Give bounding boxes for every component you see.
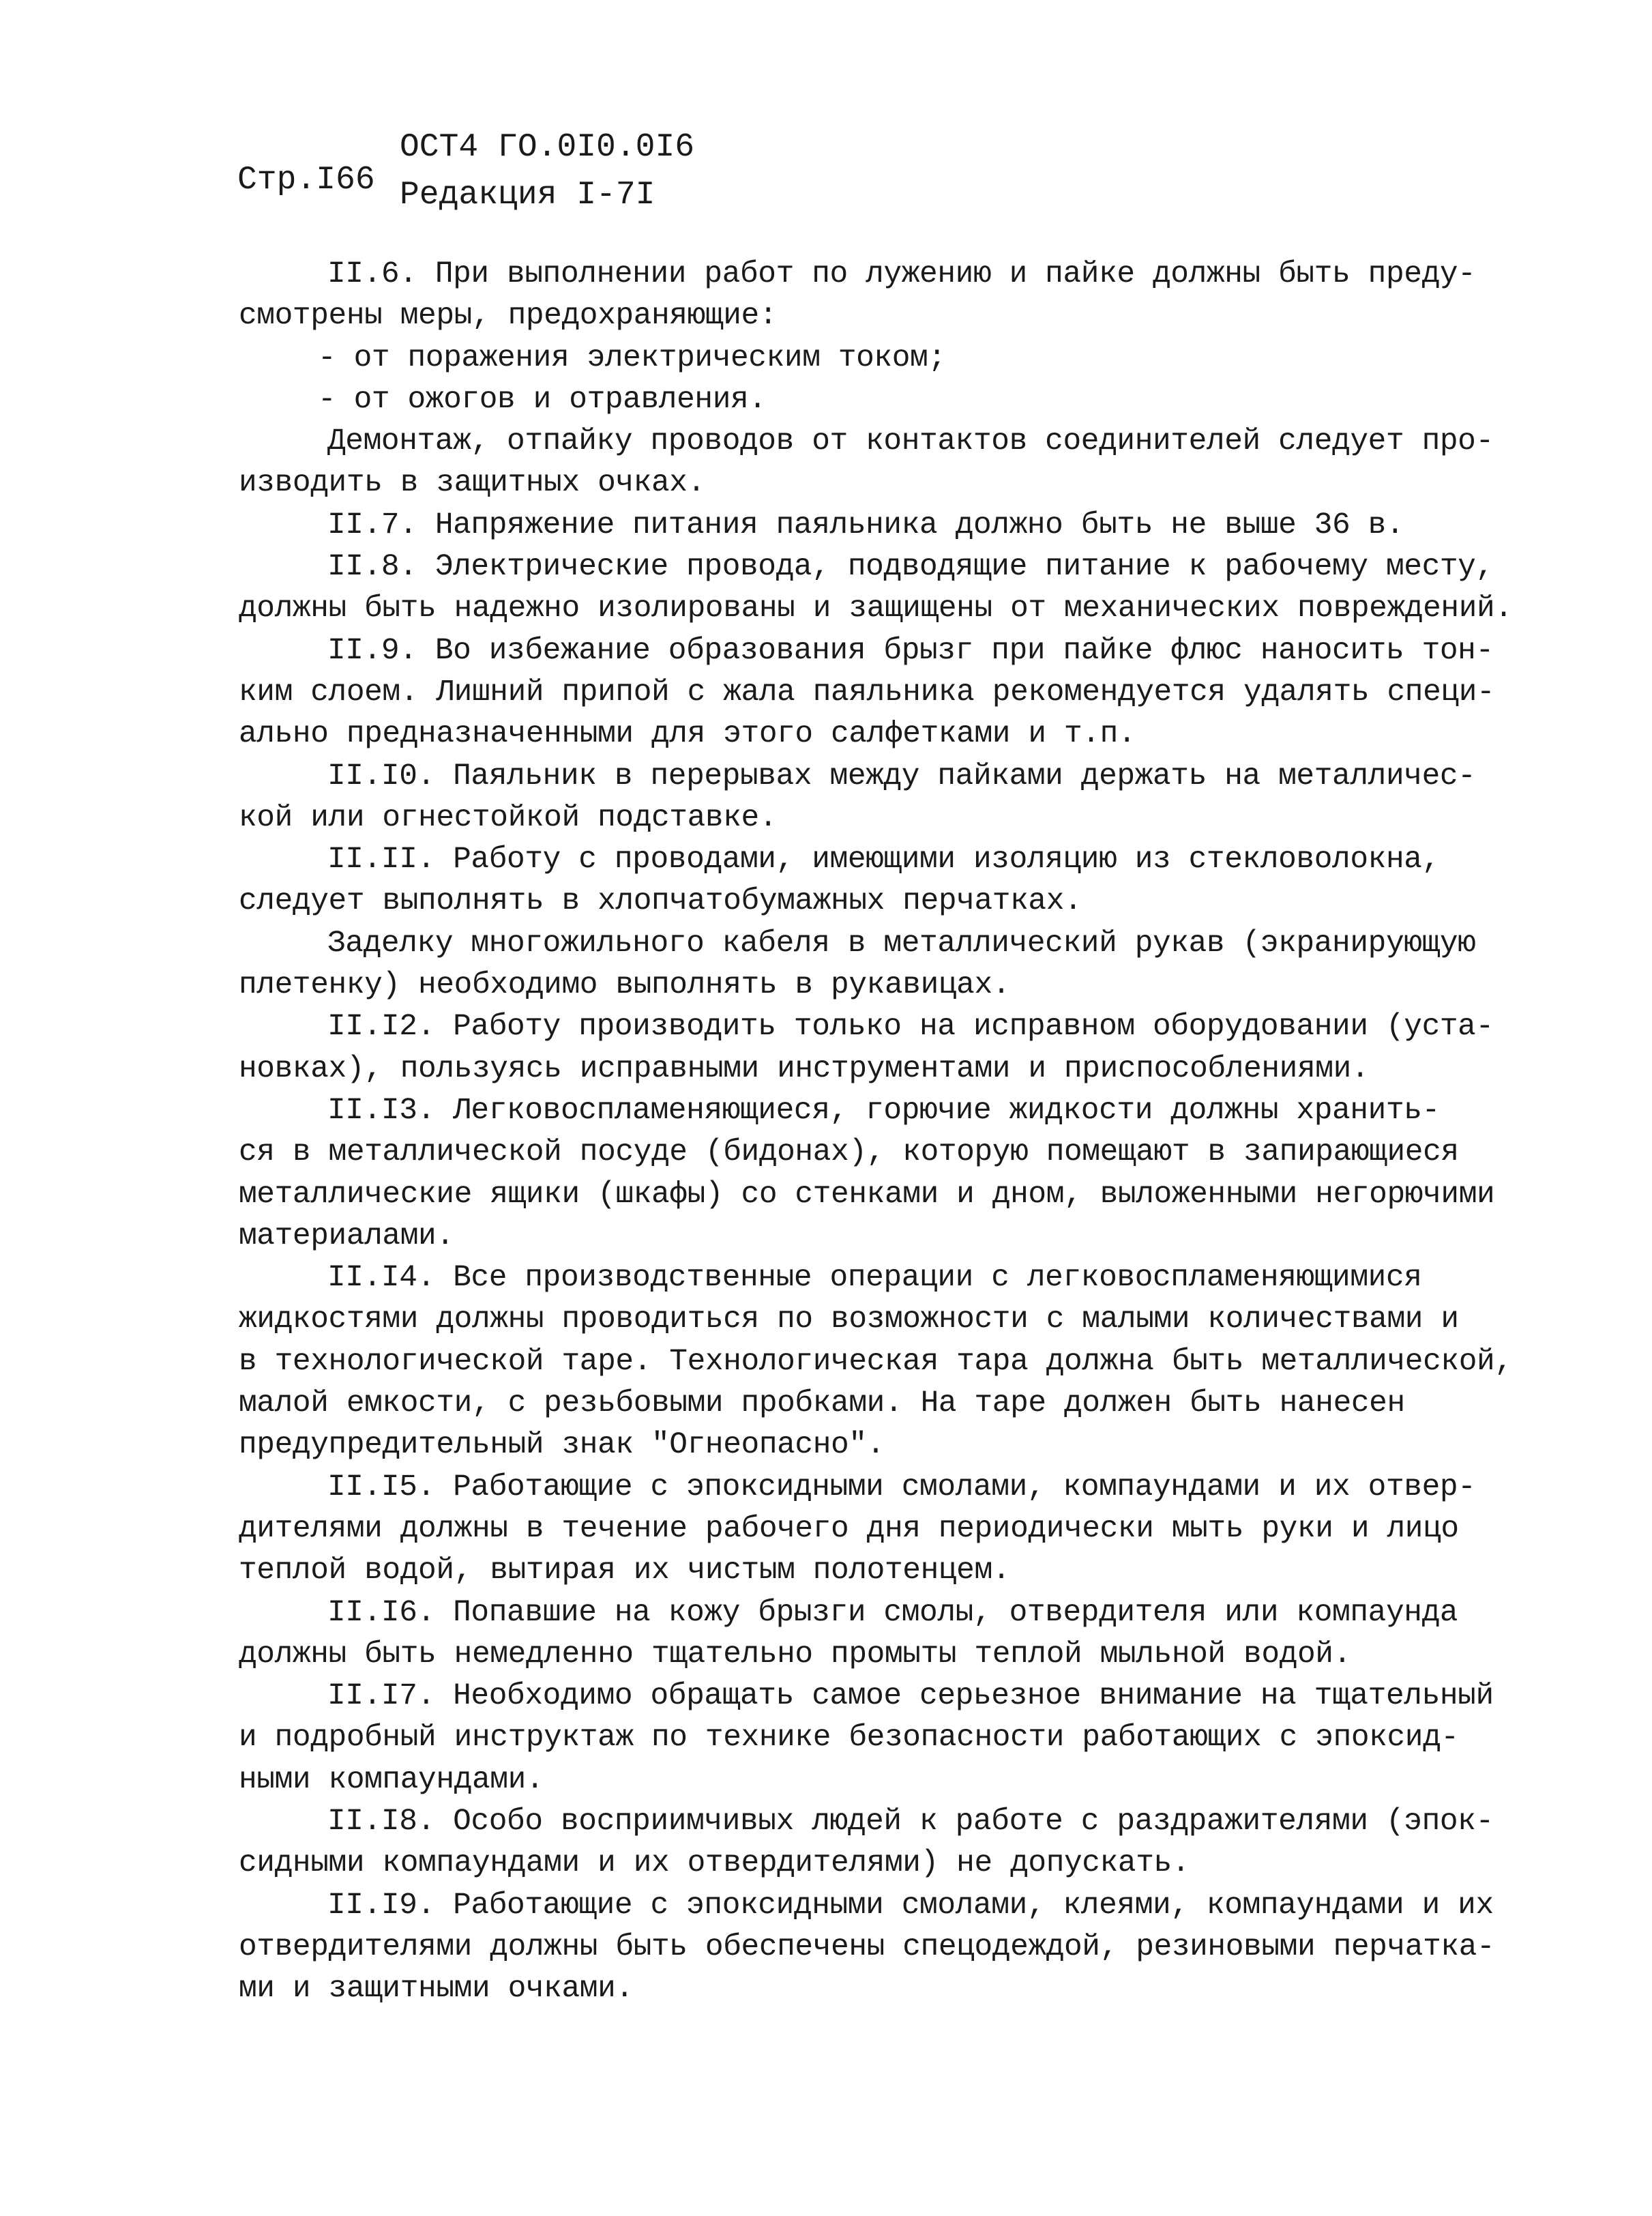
text-line: II.I9. Работающие с эпоксидными смолами, клеями, компаундами и их [327,1888,1494,1923]
text-line: малой емкости, с резьбовыми пробками. На таре должен быть нанесен [239,1386,1405,1421]
text-line: кой или огнестойкой подставке. [239,800,778,835]
text-line: II.II. Работу с проводами, имеющими изоляцию из стекловолокна, [327,843,1440,877]
text-line: Заделку многожильного кабеля в металлический рукав (экранирующую [327,926,1476,961]
text-line: ми и защитными очками. [239,1972,634,2007]
text-line: изводить в защитных очках. [239,466,705,501]
text-line: - от ожогов и отравления. [318,382,767,417]
text-line: и подробный инструктаж по технике безопасности работающих с эпоксид- [239,1721,1459,1755]
text-line: II.7. Напряжение питания паяльника должно быть не выше 36 в. [327,508,1404,542]
text-line: II.I4. Все производственные операции с легковоспламеняющимися [327,1261,1422,1296]
text-line: должны быть надежно изолированы и защищены от механических повреждений. [239,592,1513,626]
text-line: плетенку) необходимо выполнять в рукавицах. [239,968,1011,1003]
text-line: смотрены меры, предохраняющие: [239,299,778,334]
text-line: II.I2. Работу производить только на исправном оборудовании (уста- [327,1010,1494,1045]
text-line: жидкостями должны проводиться по возможности с малыми количествами и [239,1302,1459,1337]
text-line: материалами. [239,1219,454,1253]
text-line: II.I0. Паяльник в перерывах между пайками держать на металличес- [327,759,1476,793]
text-line: ся в металлической посуде (бидонах), которую помещают в запирающиеся [239,1135,1459,1170]
document-code: ОСТ4 ГО.0I0.0I6 [400,129,695,166]
text-line: металлические ящики (шкафы) со стенками и дном, выложенными негорючими [239,1177,1495,1212]
text-line: в технологической таре. Технологическая тара должна быть металлической, [239,1344,1513,1379]
text-line: II.I3. Легковоспламеняющиеся, горючие жидкости должны хранить- [327,1093,1440,1128]
text-line: новках), пользуясь исправными инструментами и приспособлениями. [239,1051,1370,1086]
text-line: II.I7. Необходимо обращать самое серьезное внимание на тщательный [327,1679,1494,1714]
text-line: II.I8. Особо восприимчивых людей к работе с раздражителями (эпок- [327,1804,1494,1839]
text-line: предупредительный знак "Огнеопасно". [239,1428,885,1463]
text-line: ким слоем. Лишний припой с жала паяльника рекомендуется удалять специ- [239,675,1495,710]
text-line: ными компаундами. [239,1762,544,1797]
page-number: Стр.I66 [237,162,375,199]
text-line: II.6. При выполнении работ по лужению и пайке должны быть преду- [327,257,1476,291]
text-line: Демонтаж, отпайку проводов от контактов соединителей следует про- [327,424,1494,459]
text-line: теплой водой, вытирая их чистым полотенцем. [239,1554,1011,1588]
text-line: сидными компаундами и их отвердителями) не допускать. [239,1846,1190,1881]
text-line: ально предназначенными для этого салфетками и т.п. [239,717,1136,752]
text-line: II.9. Во избежание образования брызг при пайке флюс наносить тон- [327,633,1494,668]
text-line: следует выполнять в хлопчатобумажных перчатках. [239,884,1082,919]
text-line: - от поражения электрическим током; [318,340,946,375]
text-line: дителями должны в течение рабочего дня периодически мыть руки и лицо [239,1511,1459,1546]
text-line: отвердителями должны быть обеспечены спецодеждой, резиновыми перчатка- [239,1929,1495,1964]
text-line: должны быть немедленно тщательно промыты теплой мыльной водой. [239,1637,1351,1672]
text-line: II.8. Электрические провода, подводящие питание к рабочему месту, [327,550,1494,585]
edition-label: Редакция I-7I [400,177,655,214]
body-text [239,254,1513,2010]
text-line: II.I6. Попавшие на кожу брызги смолы, отвердителя или компаунда [327,1595,1458,1630]
text-line: II.I5. Работающие с эпоксидными смолами, компаундами и их отвер- [327,1470,1476,1504]
